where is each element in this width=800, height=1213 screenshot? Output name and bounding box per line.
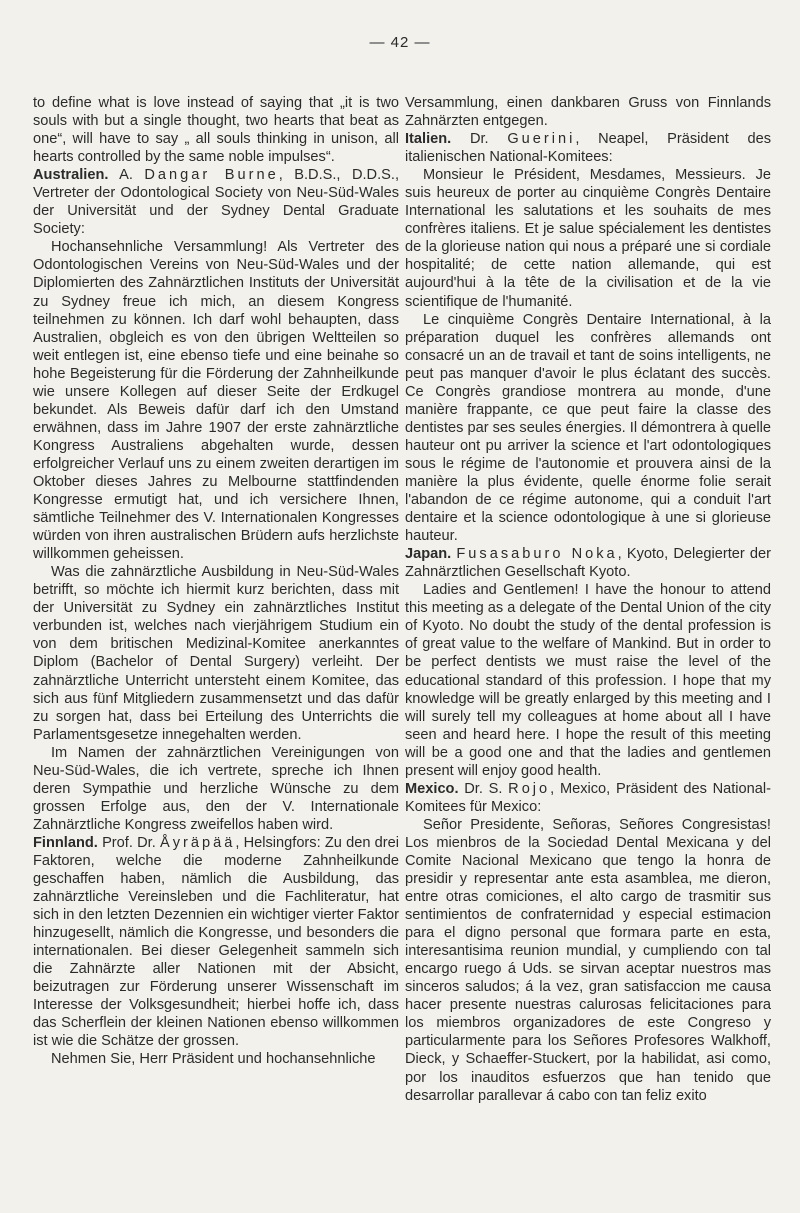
page-number: — 42 — [369, 34, 431, 51]
speaker-details: , Kyoto, Delegierter der Zahnärztlichen Gesellschaft Kyoto. [405, 546, 771, 581]
speaker-name: Fusasaburo Noka [456, 546, 618, 563]
speaker-details: , Mexico, Präsident des National-Komitees für Mexico: [405, 780, 771, 815]
country-heading: Japan. [405, 546, 452, 563]
paragraph-continuation: Versammlung, einen dankbaren Gruss von Finnlands Zahnärzten entgegen. [405, 95, 771, 130]
speaker-details: , Helsingfors: Zu den drei Faktoren, welche die moderne Zahnheilkunde geschaffen haben, nämlich die Ausbildung, das zahnärztliche Vereinsleben und die Fachliteratur, hat sich in den letzten Dezennien ein wichtiger vierter Faktor hinzugesellt, nämlich die Kongresse, und besonders die internationalen. Bei dieser Gelegenheit sammeln sich die Zahnärzte aller Nationen mit der Absicht, beizutragen zur Förderung unserer Wissenschaft im Interesse der Volksgesundheit; hierbei hoffe ich, dass das Scherflein der kleinen Nationen ebenso willkommen ist wie die Schätze der grossen. [33, 834, 399, 1050]
speaker-entry-australien [33, 166, 399, 238]
paragraph: Ladies and Gentlemen! I have the honour to attend this meeting as a delegate of the Dental Union of the city of Kyoto. No doubt the study of the dental profession is of great value to the welfare of Mankind. But in order to be perfect dentists we must raise the level of the educational standard of this profession. I hope that my knowledge will be greatly enlarged by this meeting and I will surely tell my colleagues at home about all I have seen and heard here. I hope the result of this meeting will be a good one and that the ladies and gentlemen present will enjoy good health. [405, 582, 771, 779]
paragraph: Monsieur le Président, Mesdames, Messieurs. Je suis heureux de porter au cinquième Congrès Dentaire International les salutations et les souhaits de mes confrères italiens. Et je salue spécialement les dentistes de la glorieuse nation qui nous a préparé une si cordiale hospitalité; de cette nation allemande, qui est aujourd'hui à la tête de la civilisation et de la vie scientifique de l'humanité. [405, 167, 771, 310]
speaker-name: Guerini [507, 131, 576, 148]
speaker-details: , B.D.S., D.D.S., Vertreter der Odontological Society von Neu-Süd-Wales der Universität und der Sydney Dental Graduate Society: [33, 167, 399, 238]
right-column [405, 94, 771, 1105]
speaker-entry-italien [405, 130, 771, 166]
speaker-entry-finnland [33, 834, 399, 1051]
paragraph-continuation: to define what is love instead of saying that „it is two souls with but a single thought, two hearts that beat as one“, will have to say „ all souls thinking in unison, all hearts controlled by the same noble impulses“. [33, 95, 399, 166]
speaker-entry-mexico [405, 780, 771, 816]
speaker-name: Åyräpää [159, 834, 236, 851]
country-heading: Mexico. [405, 780, 459, 797]
country-heading: Australien. [33, 167, 109, 184]
paragraph: Hochansehnliche Versammlung! Als Vertreter des Odontologischen Vereins von Neu-Süd-Wales und der Diplomierten des Zahnärztlichen Instituts der Universität zu Sydney freue ich mich, an diesem Kongress teilnehmen zu können. Ich darf wohl behaupten, dass Australien, obgleich es von den übrigen Weltteilen so weit entlegen ist, eine ebenso tiefe und eine beinahe so hohe Begeisterung für die Förderung der Zahnheilkunde wie unsere Kollegen auf dieser Seite der Erdkugel bekundet. Als Beweis dafür darf ich den Umstand erwähnen, dass im Jahre 1907 der erste zahnärztliche Kongress Australiens abgehalten wurde, dessen erfolgreicher Verlauf uns zu einem zweiten derartigen im Oktober dieses Jahres zu Melbourne stattfindenden Kongresse ermutigt hat, und ich versichere Ihnen, sämtliche Teilnehmer des V. Internationalen Kongresses würden von ihren australischen Brüdern aufs herzlichste willkommen geheissen. [33, 239, 399, 563]
country-heading: Finnland. [33, 834, 98, 851]
speaker-prefix: Dr. S. [464, 780, 509, 797]
left-column [33, 94, 399, 1069]
speaker-details: , Neapel, Präsident des italienischen National-Komitees: [405, 131, 772, 166]
country-heading: Italien. [405, 131, 452, 148]
speaker-entry-japan [405, 545, 771, 581]
paragraph: Señor Presidente, Señoras, Señores Congresistas! Los mienbros de la Sociedad Dental Mexicana y del Comite Nacional Mexicano que tengo la honra de presidir y representar ante esta asamblea, me dieron, entre otras comiciones, el alto cargo de trasmitir sus sentimientos de confraternidad y especial estimacion para el digno personal que formara parte en esta, interesantisima reunion mundial, y cumpliendo con tal encargo ruego á Uds. se sirvan aceptar nuestros mas sinceros saludos; á la vez, gran satisfaccion me causa hacer presente nuestras calurosas felicitaciones para los miembros organizadores de este Congreso y particularmente para los Señores Profesores Walkhoff, Dieck, y Schaeffer-Stuckert, por la habilidat, asi como, por los inauditos esfuerzos que han tenido que desarrollar parallevar á cabo con tan feliz exito [405, 816, 771, 1104]
paragraph: Was die zahnärztliche Ausbildung in Neu-Süd-Wales betrifft, so möchte ich hiermit kurz berichten, dass mit der Universität zu Sydney ein zahnärztliches Institut verbunden ist, welches nach vierjährigem Studium ein von dem britischen Medizinal-Komitee anerkanntes Diplom (Bachelor of Dental Surgery) verleiht. Der zahnärztliche Unterricht untersteht einem Komitee, das sich aus fünf Mitgliedern zusammensetzt und das dafür zu sorgen hat, dass bei Erteilung des Unterrichts die Parlamentsgesetze innegehalten werden. [33, 564, 399, 743]
paragraph: Nehmen Sie, Herr Präsident und hochansehnliche [51, 1051, 376, 1068]
speaker-name: Rojo [508, 780, 551, 797]
speaker-prefix: Prof. Dr. [102, 834, 160, 851]
speaker-prefix: Dr. [469, 131, 508, 148]
speaker-prefix: A. [119, 167, 145, 184]
speaker-name: Dangar Burne [144, 167, 279, 184]
paragraph: Im Namen der zahnärztlichen Vereinigungen von Neu-Süd-Wales, die ich vertrete, spreche ich Ihnen deren Sympathie und herzliche Wünsche zu dem grossen Erfolge aus, den der V. Internationale Zahnärztliche Kongress zweifellos haben wird. [33, 744, 399, 833]
paragraph: Le cinquième Congrès Dentaire International, à la préparation duquel les confrères allemands ont consacré un an de travail et tant de soins intelligents, ne peut pas manquer d'avoir le plus éclatant des succès. Ce Congrès grandiose montrera au monde, d'une manière frappante, ce que peut faire la classe des dentistes par ses seules énergies. Il démontrera à quelle hauteur ont pu arriver la science et l'art odontologiques sous le régime de l'autonomie et prouvera ainsi de la manière la plus évidente, quelle énorme folie serait l'abandon de ce régime autonome, qui a conduit l'art dentaire et la science odontologique à une si glorieuse hauteur. [405, 311, 771, 545]
